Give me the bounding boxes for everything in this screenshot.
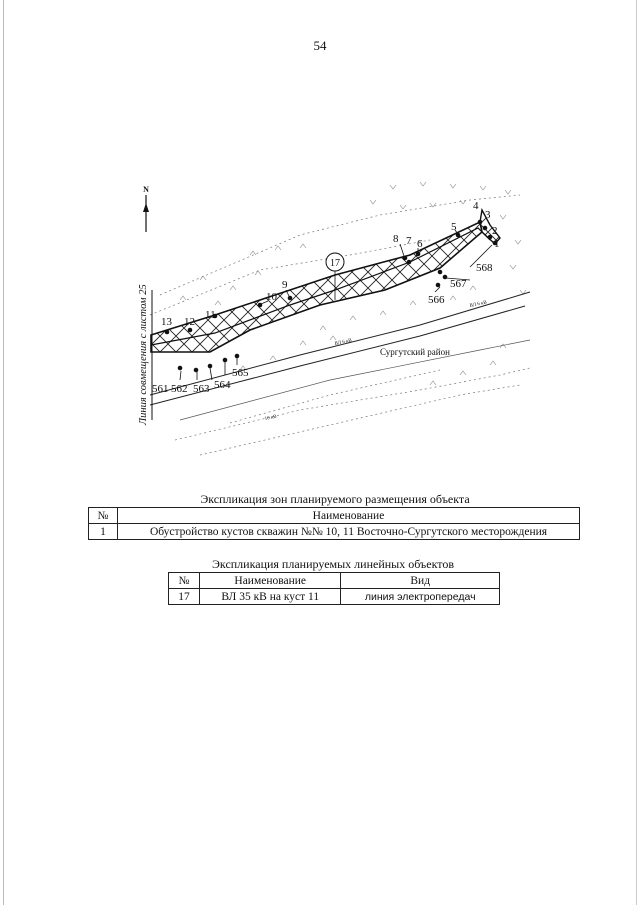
point-label-4: 4	[473, 200, 479, 212]
page-number: 54	[313, 38, 327, 53]
linear-header-name: Наименование	[200, 573, 341, 589]
linear-header-num: №	[169, 573, 200, 589]
table-row	[169, 589, 500, 605]
point-label-563: 563	[193, 383, 210, 395]
point-label-12: 12	[184, 316, 195, 328]
road-label-1: ВЛ 6 кВ	[334, 338, 353, 347]
linear-header-type: Вид	[341, 573, 500, 589]
point-label-564: 564	[214, 379, 231, 391]
point-label-11: 11	[205, 309, 216, 321]
zones-table-title: Экспликация зон планируемого размещения объекта	[200, 492, 470, 506]
zones-table-header	[89, 508, 580, 524]
zones-header-num: №	[89, 508, 118, 524]
district-label: Сургутский район	[380, 347, 450, 357]
linear-table	[168, 572, 500, 605]
zones-cell-name: Обустройство кустов скважин №№ 10, 11 Восточно-Сургутского месторождения	[118, 524, 580, 540]
linear-table-title: Экспликация планируемых линейных объектов	[211, 557, 455, 571]
linear-cell-name: ВЛ 35 кВ на куст 11	[200, 589, 341, 605]
point-label-6: 6	[417, 238, 423, 250]
svg-text:17: 17	[330, 258, 340, 269]
linear-table-header	[169, 573, 500, 589]
point-label-562: 562	[171, 383, 188, 395]
table-row	[89, 524, 580, 540]
point-label-1: 1	[494, 238, 500, 250]
point-label-566: 566	[428, 294, 445, 306]
point-label-5: 5	[451, 221, 457, 233]
point-label-9: 9	[282, 279, 288, 291]
point-label-561: 561	[152, 383, 169, 395]
point-label-567: 567	[450, 278, 467, 290]
point-label-8: 8	[393, 233, 399, 245]
point-label-13: 13	[161, 316, 172, 328]
linear-cell-type: линия электропередач	[341, 589, 500, 605]
linear-cell-num: 17	[169, 589, 200, 605]
match-line-label: Линия совмещения с листом 25	[138, 284, 149, 425]
zones-table	[88, 507, 580, 540]
road-label-3: 10 кВ	[264, 414, 278, 422]
zones-cell-num: 1	[89, 524, 118, 540]
point-label-10: 10	[266, 291, 277, 303]
north-label: N	[143, 185, 149, 194]
road-label-2: ВЛ 6 кВ	[469, 300, 488, 309]
point-label-568: 568	[476, 262, 493, 274]
point-label-565: 565	[232, 367, 249, 379]
point-label-7: 7	[406, 235, 412, 247]
point-label-2: 2	[492, 225, 498, 237]
point-label-3: 3	[485, 209, 491, 221]
north-arrow	[143, 185, 149, 232]
zones-header-name: Наименование	[118, 508, 580, 524]
